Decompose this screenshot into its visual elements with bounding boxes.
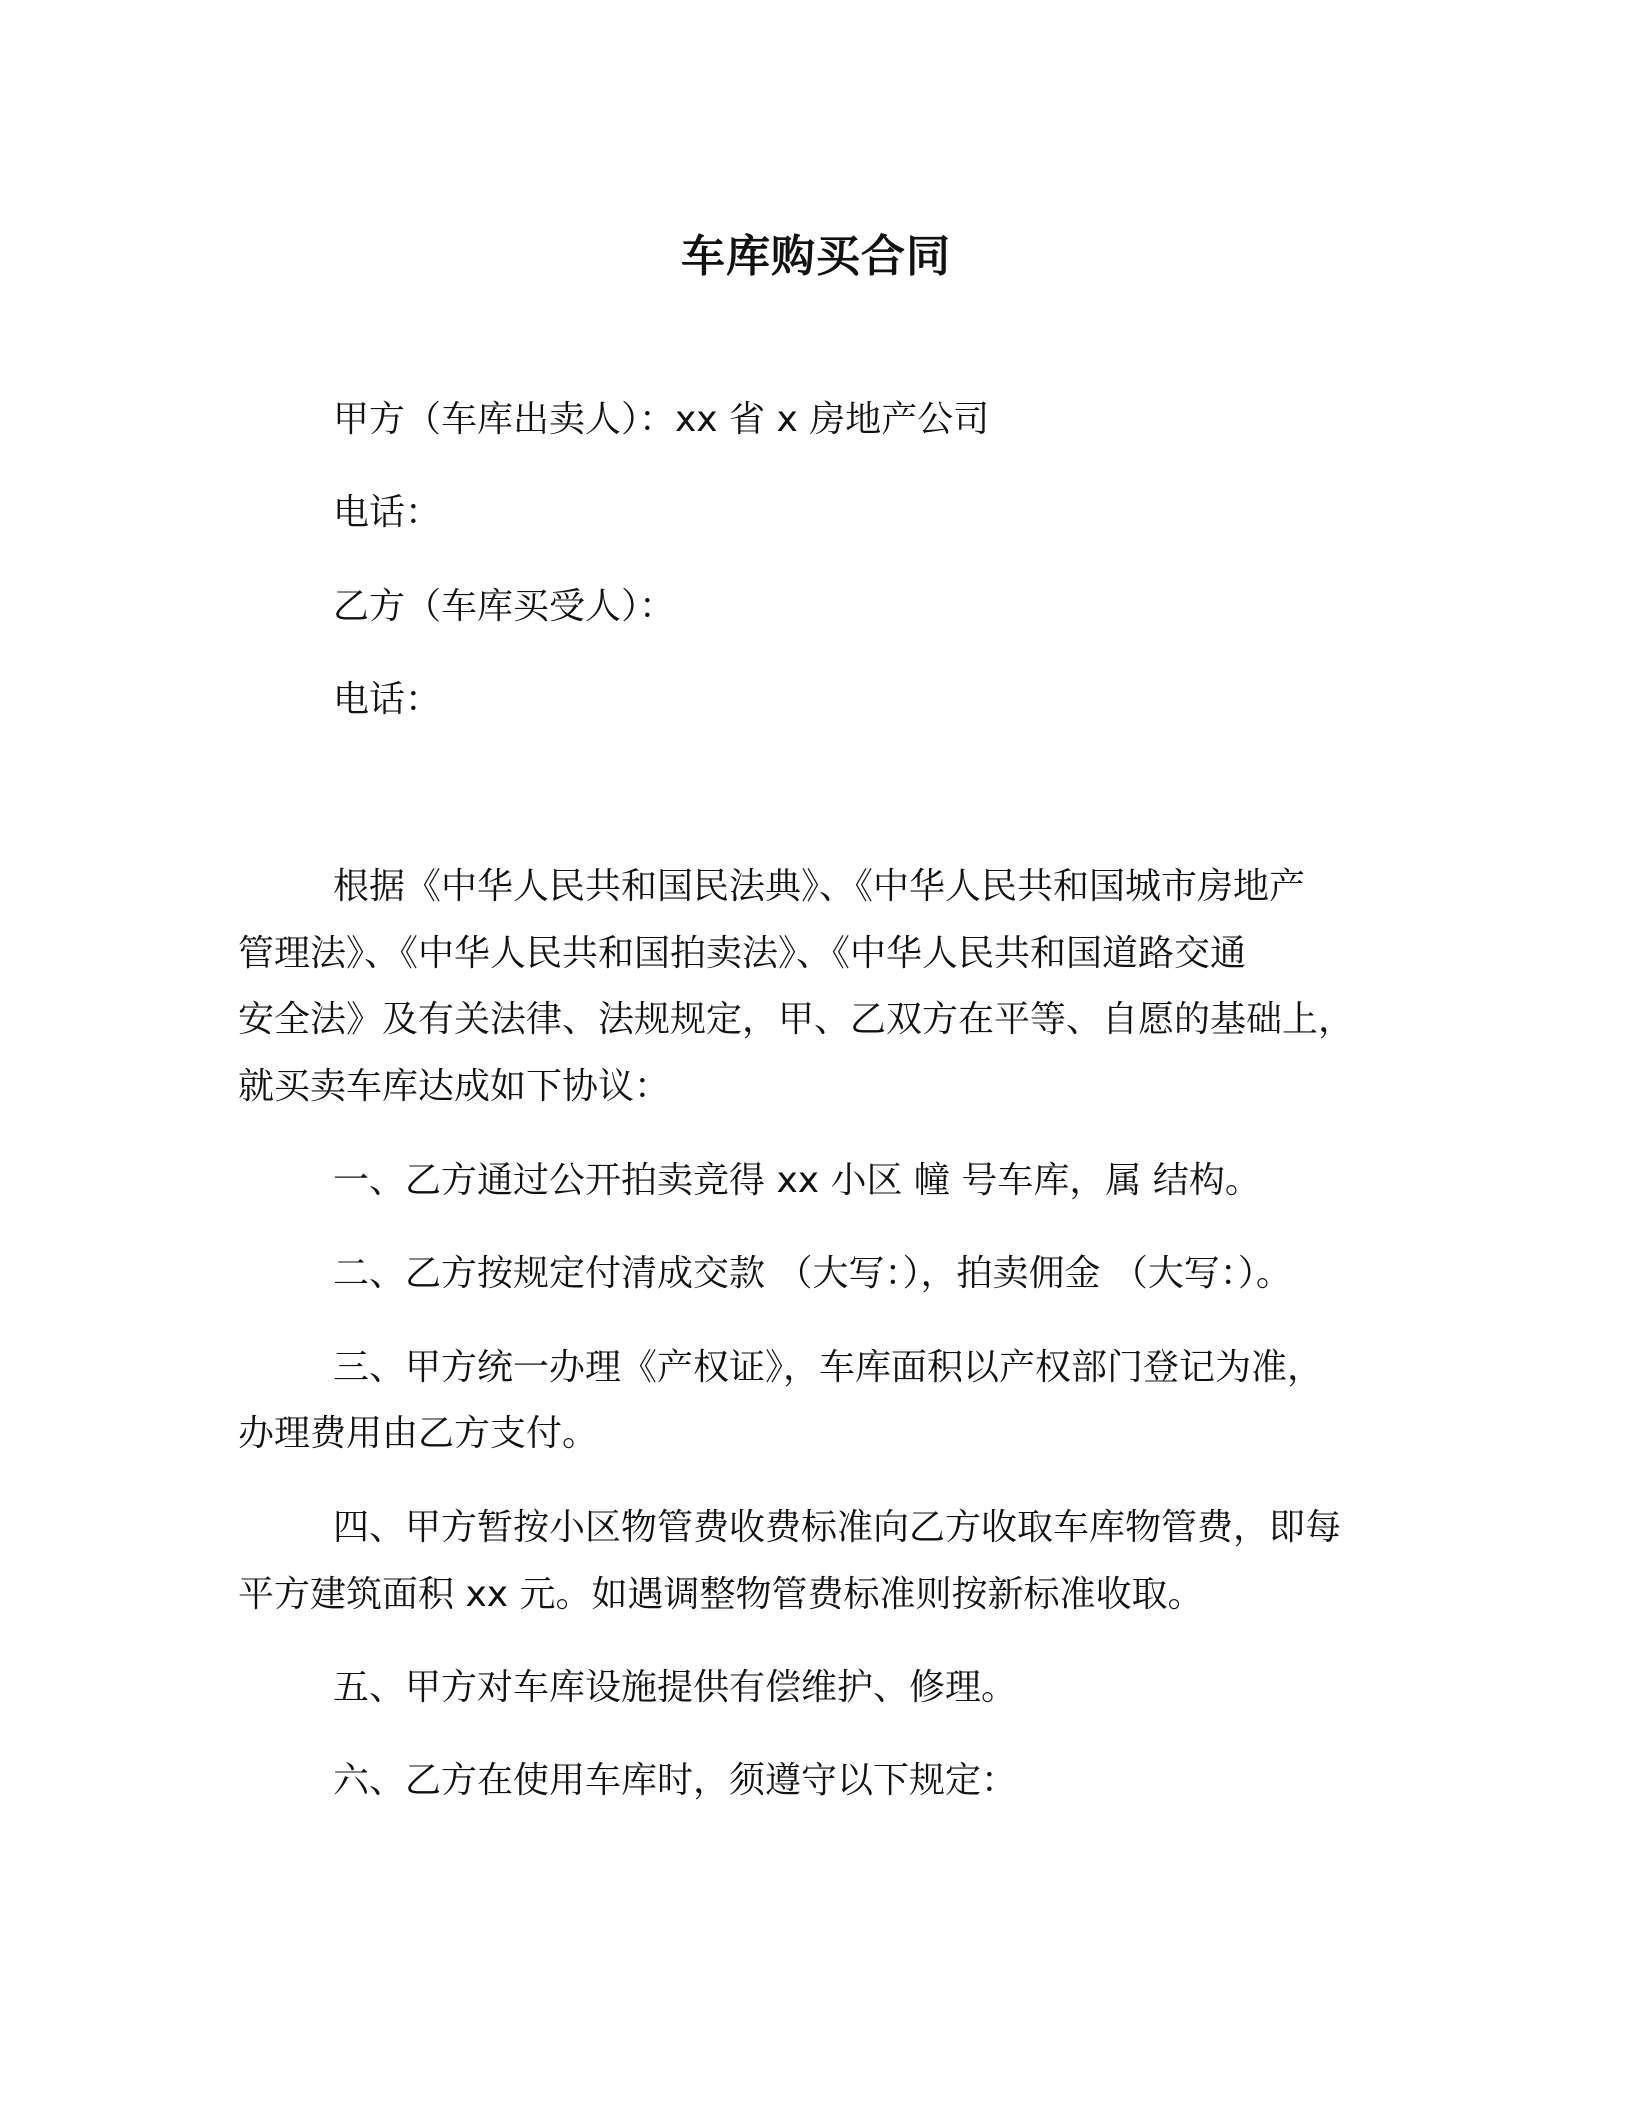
party-b-line: 乙方（车库买受人）： (333, 586, 676, 627)
intro-line-4: 就买卖车库达成如下协议： (238, 1066, 671, 1107)
party-a-line: 甲方（车库出卖人）：xx 省 x 房地产公司 (333, 399, 990, 440)
document-title: 车库购买合同 (681, 231, 951, 282)
clause-4-line-1: 四、甲方暂按小区物管费收费标准向乙方收取车库物管费，即每 (333, 1507, 1342, 1548)
party-a-phone: 电话： (333, 492, 442, 533)
clause-2: 二、乙方按规定付清成交款 （大写：），拍卖佣金 （大写：）。 (333, 1253, 1292, 1294)
party-b-phone: 电话： (333, 679, 442, 720)
clause-3-line-2: 办理费用由乙方支付。 (238, 1413, 599, 1454)
intro-line-3: 安全法》及有关法律、法规规定，甲、乙双方在平等、自愿的基础上， (238, 999, 1355, 1040)
clause-5: 五、甲方对车库设施提供有偿维护、修理。 (333, 1667, 1018, 1708)
clause-3-line-1: 三、甲方统一办理《产权证》，车库面积以产权部门登记为准， (333, 1347, 1324, 1388)
intro-line-1: 根据《中华人民共和国民法典》、《中华人民共和国城市房地产 (333, 866, 1306, 907)
clause-1: 一、乙方通过公开拍卖竞得 xx 小区 幢 号车库，属 结构。 (333, 1160, 1261, 1201)
clause-6: 六、乙方在使用车库时，须遵守以下规定： (333, 1760, 1018, 1801)
intro-line-2: 管理法》、《中华人民共和国拍卖法》、《中华人民共和国道路交通 (238, 933, 1247, 974)
clause-4-line-2: 平方建筑面积 xx 元。如遇调整物管费标准则按新标准收取。 (238, 1574, 1204, 1615)
